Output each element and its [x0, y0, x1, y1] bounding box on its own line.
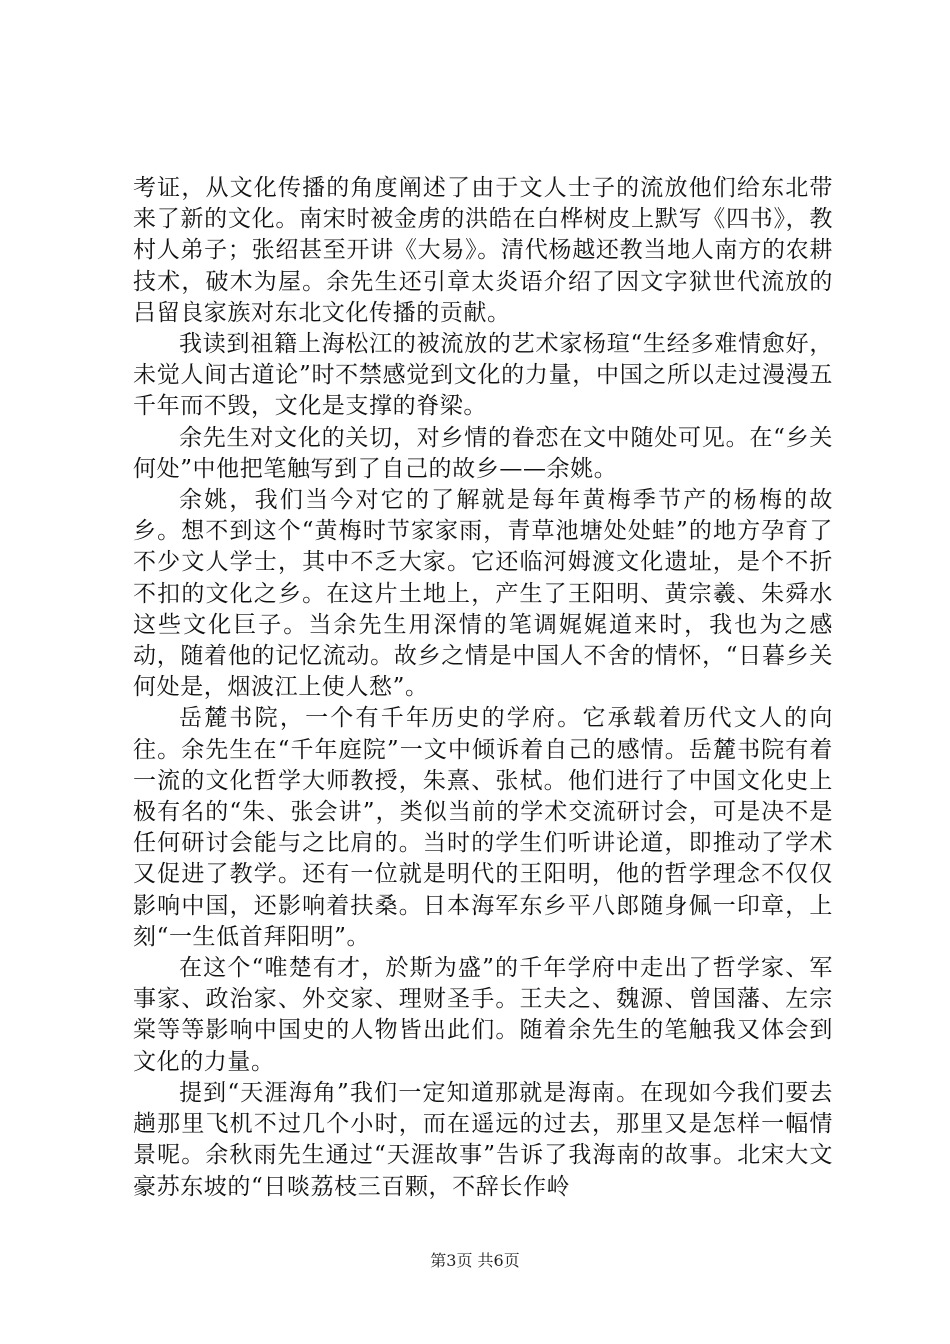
page-footer: 第3页 共6页 [430, 1251, 520, 1270]
paragraph-4: 余姚，我们当今对它的了解就是每年黄梅季节产的杨梅的故乡。想不到这个“黄梅时节家家雨，青草池塘处处蛙”的地方孕育了不少文人学士，其中不乏大家。它还临河姆渡文化遗址，是个不折不扣的文化之乡。在这片土地上，产生了王阳明、黄宗羲、朱舜水这些文化巨子。当余先生用深情的笔调娓娓道来时，我也为之感动，随着他的记忆流动。故乡之情是中国人不舍的情怀，“日暮乡关何处是，烟波江上使人愁”。 [133, 487, 833, 701]
paragraph-1: 考证，从文化传播的角度阐述了由于文人士子的流放他们给东北带来了新的文化。南宋时被金虏的洪皓在白桦树皮上默写《四书》，教村人弟子；张绍甚至开讲《大易》。清代杨越还教当地人南方的农耕技术，破木为屋。余先生还引章太炎语介绍了因文字狱世代流放的吕留良家族对东北文化传播的贡献。 [133, 175, 833, 326]
paragraph-7: 提到“天涯海角”我们一定知道那就是海南。在现如今我们要去趟那里飞机不过几个小时，而在遥远的过去，那里又是怎样一幅情景呢。余秋雨先生通过“天涯故事”告诉了我海南的故事。北宋大文豪苏东坡的“日啖荔枝三百颗，不辞长作岭 [133, 1079, 833, 1200]
paragraph-5: 岳麓书院，一个有千年历史的学府。它承载着历代文人的向往。余先生在“千年庭院”一文中倾诉着自己的感情。岳麓书院有着一流的文化哲学大师教授，朱熹、张栻。他们进行了中国文化史上极有名的“朱、张会讲”，类似当前的学术交流研讨会，可是决不是任何研讨会能与之比肩的。当时的学生们听讲论道，即推动了学术又促进了教学。还有一位就是明代的王阳明，他的哲学理念不仅仅影响中国，还影响着扶桑。日本海军东乡平八郎随身佩一印章，上刻“一生低首拜阳明”。 [133, 705, 833, 950]
paragraph-6: 在这个“唯楚有才，於斯为盛”的千年学府中走出了哲学家、军事家、政治家、外交家、理财圣手。王夫之、魏源、曾国藩、左宗棠等等影响中国史的人物皆出此们。随着余先生的笔触我又体会到文化的力量。 [133, 955, 833, 1075]
paragraph-2: 我读到祖籍上海松江的被流放的艺术家杨瑄“生经多难情愈好，未觉人间古道论”时不禁感觉到文化的力量，中国之所以走过漫漫五千年而不毁，文化是支撑的脊梁。 [133, 331, 833, 420]
document-body [133, 173, 833, 1203]
paragraph-3: 余先生对文化的关切，对乡情的眷恋在文中随处可见。在“乡关何处”中他把笔触写到了自己的故乡——余姚。 [133, 424, 833, 482]
